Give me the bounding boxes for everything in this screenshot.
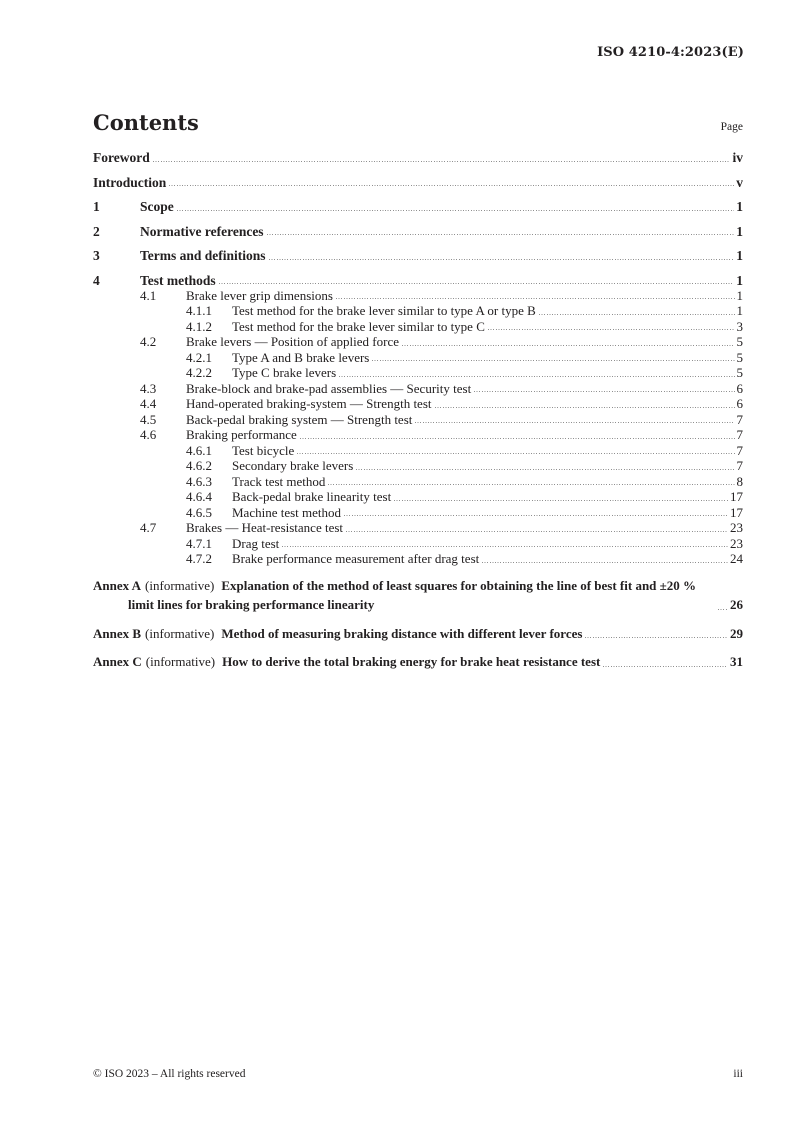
toc-page-number: 7 [736,458,743,473]
toc-page-number: 6 [736,396,743,411]
annex-title: Method of measuring braking distance with different lever forces [221,625,583,641]
dot-leader [336,298,735,300]
footer-page-number: iii [733,1068,743,1080]
toc-entry-number: 4.3 [140,380,157,396]
dot-leader [539,313,735,315]
dot-leader [603,665,728,667]
toc-entry-title: Type A and B brake levers [232,349,370,365]
toc-page-number: 5 [736,365,743,380]
dot-leader [474,391,734,393]
toc-entry-number: 4.2.2 [186,365,212,380]
dot-leader [153,160,731,162]
toc-page-number: 5 [736,349,743,365]
toc-entry[interactable] [93,396,743,412]
toc-entry[interactable] [93,350,743,366]
toc-page-number: 1 [736,272,743,288]
toc-entry-number: 2 [93,223,100,239]
toc-page-number: 3 [736,318,743,334]
dot-leader [415,422,734,424]
toc-page-number: 23 [730,535,743,551]
toc-entry[interactable] [93,489,743,505]
toc-entry[interactable] [93,576,743,614]
toc-entry-title: Type C brake levers [232,365,337,380]
running-header [93,45,744,60]
dot-leader [328,484,734,486]
dot-leader [356,468,734,470]
toc-entry-number: 4 [93,272,100,288]
toc-entry-title: Normative references [140,223,264,239]
toc-entry-number: 4.6 [140,427,157,442]
toc-entry-number: 4.4 [140,396,157,411]
toc-page-number: v [736,174,743,190]
toc-page-number: 1 [736,303,743,318]
toc-entry-number: 4.6.1 [186,442,212,458]
toc-page-number: 29 [730,625,743,641]
dot-leader [394,499,728,501]
annex-qualifier: (informative) [145,654,216,669]
toc-entry-title: Foreword [93,150,150,165]
toc-page-number: iv [732,150,743,165]
dot-leader [488,329,735,331]
toc-entry[interactable] [93,412,743,428]
toc-entry-number: 4.6.5 [186,504,212,520]
document-reference: ISO 4210-4:2023(E) [597,45,744,60]
toc-entry[interactable] [93,288,743,304]
toc-entry-title: Back-pedal brake linearity test [232,489,392,504]
toc-entry[interactable] [93,551,743,567]
toc-entry[interactable] [93,334,743,350]
dot-leader [169,185,734,187]
toc-page-number: 1 [736,199,743,214]
toc-entry-title: Test methods [140,272,216,288]
annex-title: How to derive the total braking energy for brake heat resistance test [222,654,601,669]
annex-label: Annex B [93,625,142,641]
toc-entry[interactable] [93,224,743,239]
toc-entry-number: 4.6.2 [186,458,212,473]
toc-page-number: 31 [730,654,743,669]
dot-leader [402,344,735,346]
toc-entry-number: 4.2 [140,334,157,349]
toc-entry[interactable] [93,520,743,536]
toc-entry-title: Hand-operated braking-system — Strength test [186,396,432,411]
toc-entry[interactable] [93,427,743,443]
toc-entry[interactable] [93,505,743,521]
toc-entry-number: 4.1.2 [186,318,212,334]
toc-entry-number: 4.7.2 [186,551,212,566]
toc-page-number: 26 [730,597,743,612]
page-footer [93,1068,743,1080]
toc-entry[interactable] [93,652,743,671]
contents-heading-row [93,110,743,136]
toc-page-number: 1 [736,248,743,263]
toc-entry-title: Terms and definitions [140,248,266,263]
toc-page-number: 1 [736,287,743,303]
dot-leader [177,209,735,211]
annex-label: Annex C [93,654,142,669]
toc-page-number: 17 [730,489,743,504]
toc-list [93,150,743,671]
annex-qualifier: (informative) [145,578,215,593]
toc-entry-number: 4.2.1 [186,349,212,365]
toc-entry-title: Braking performance [186,427,297,442]
toc-entry-title: Machine test method [232,504,342,520]
dot-leader [482,561,728,563]
toc-entry[interactable] [93,458,743,474]
toc-entry-number: 1 [93,199,100,214]
toc-entry[interactable] [93,150,743,165]
toc-page-number: 7 [736,442,743,458]
toc-entry-title: Test method for the brake lever similar to type C [232,318,485,334]
toc-entry-title: Brake levers — Position of applied force [186,334,399,349]
toc-entry[interactable] [93,536,743,552]
toc-entry-number: 4.5 [140,411,157,427]
toc-entry-number: 3 [93,248,100,263]
toc-entry-number: 4.6.4 [186,489,212,504]
annex-text [93,576,715,614]
toc-entry[interactable] [93,365,743,381]
toc-entry[interactable] [93,474,743,490]
toc-entry-number: 4.7.1 [186,535,212,551]
toc-entry-title: Back-pedal braking system — Strength test [186,411,413,427]
toc-entry-title: Scope [140,199,174,214]
toc-page-number: 24 [730,551,743,566]
contents-section [93,110,743,671]
toc-entry-title: Secondary brake levers [232,458,354,473]
toc-entry-number: 4.6.3 [186,473,212,489]
toc-page-number: 8 [736,473,743,489]
toc-entry-number: 4.7 [140,520,157,535]
annex-label: Annex A [93,578,142,593]
toc-entry-title: Test bicycle [232,442,295,458]
toc-page-number: 7 [736,411,743,427]
toc-entry[interactable] [93,248,743,263]
toc-entry-title: Brakes — Heat-resistance test [186,520,344,535]
toc-page-number: 6 [736,380,743,396]
annex-text [93,624,582,643]
toc-entry[interactable] [93,273,743,288]
toc-page-number: 17 [730,504,743,520]
toc-entry-title: Track test method [232,473,326,489]
dot-leader [267,234,735,236]
annex-title: Explanation of the method of least squares for obtaining the line of best fit and ±20 % limit lines for braking performance linearity [128,578,697,612]
toc-entry-title: Test method for the brake lever similar to type A or type B [232,303,536,318]
dot-leader [219,283,735,285]
page-column-label: Page [720,121,743,133]
annex-text [93,652,600,671]
dot-leader [585,637,728,639]
footer-copyright: © ISO 2023 – All rights reserved [93,1068,246,1080]
annex-qualifier: (informative) [145,625,215,641]
toc-entry[interactable] [93,175,743,190]
toc-entry-number: 4.1.1 [186,303,212,318]
toc-entry-number: 4.1 [140,287,157,303]
toc-entry-title: Introduction [93,174,167,190]
toc-entry-title: Drag test [232,535,280,551]
toc-entry[interactable] [93,303,743,319]
dot-leader [435,406,735,408]
dot-leader [300,437,735,439]
dot-leader [344,515,728,517]
dot-leader [718,608,728,610]
toc-entry[interactable] [93,624,743,643]
toc-entry[interactable] [93,381,743,397]
dot-leader [372,360,734,362]
dot-leader [297,453,734,455]
dot-leader [339,375,734,377]
dot-leader [269,258,735,260]
toc-entry-title: Brake lever grip dimensions [186,287,333,303]
toc-page-number: 5 [736,334,743,349]
toc-entry[interactable] [93,319,743,335]
contents-title: Contents [93,110,199,135]
toc-entry[interactable] [93,443,743,459]
toc-page-number: 7 [736,427,743,442]
dot-leader [282,546,728,548]
toc-page-number: 1 [736,223,743,239]
toc-entry-title: Brake-block and brake-pad assemblies — Security test [186,380,472,396]
toc-page-number: 23 [730,520,743,535]
dot-leader [346,530,728,532]
toc-entry[interactable] [93,199,743,214]
toc-entry-title: Brake performance measurement after drag test [232,551,480,566]
